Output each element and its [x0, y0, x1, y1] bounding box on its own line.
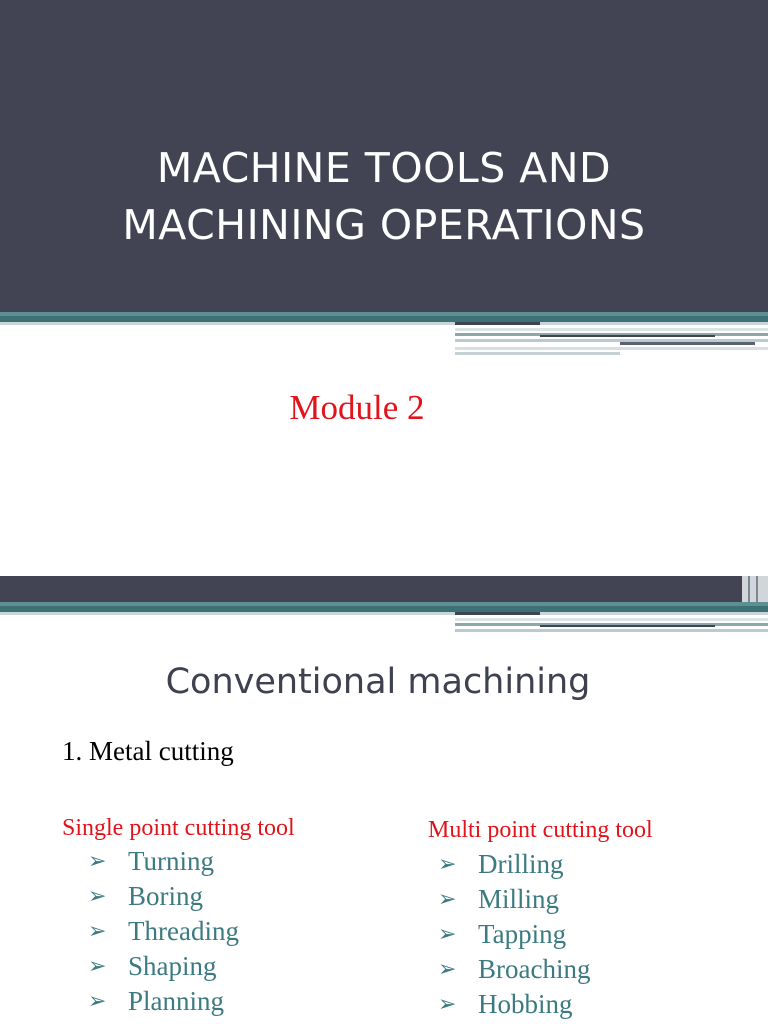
list-item-label: Milling: [478, 884, 560, 914]
slide-heading: Conventional machining: [165, 662, 591, 702]
header-band: [0, 576, 768, 602]
list-item-label: Hobbing: [478, 989, 573, 1019]
arrow-bullet-icon: ➢: [88, 989, 107, 1014]
arrow-bullet-icon: ➢: [88, 884, 107, 909]
arrow-bullet-icon: ➢: [438, 922, 457, 947]
list-item: [88, 879, 239, 914]
list-item: [88, 844, 239, 879]
list-item-label: Threading: [128, 916, 239, 946]
list-item-label: Drilling: [478, 849, 564, 879]
list-item: [88, 949, 239, 984]
single-point-label: Single point cutting tool: [62, 815, 295, 841]
title-line-1: MACHINE TOOLS AND: [156, 144, 612, 192]
module-subtitle: Module 2: [289, 388, 425, 427]
arrow-bullet-icon: ➢: [88, 919, 107, 944]
title-line-2: MACHINING OPERATIONS: [122, 201, 646, 249]
multi-point-list: [438, 847, 590, 1022]
list-item: [438, 847, 590, 882]
list-item: [88, 984, 239, 1019]
list-item-label: Planning: [128, 986, 225, 1016]
list-item: [438, 882, 590, 917]
arrow-bullet-icon: ➢: [438, 992, 457, 1017]
arrow-bullet-icon: ➢: [438, 887, 457, 912]
arrow-bullet-icon: ➢: [88, 849, 107, 874]
section-title: 1. Metal cutting: [62, 736, 234, 766]
arrow-bullet-icon: ➢: [438, 852, 457, 877]
list-item-label: Boring: [128, 881, 204, 911]
list-item-label: Shaping: [128, 951, 217, 981]
content-slide: [0, 576, 768, 1024]
single-point-list: [88, 844, 239, 1019]
list-item-label: Turning: [128, 846, 215, 876]
list-item-label: Broaching: [478, 954, 591, 984]
list-item: [438, 952, 590, 987]
arrow-bullet-icon: ➢: [88, 954, 107, 979]
list-item: [438, 917, 590, 952]
list-item: [438, 987, 590, 1022]
arrow-bullet-icon: ➢: [438, 957, 457, 982]
slide-title: [0, 140, 768, 254]
multi-point-label: Multi point cutting tool: [428, 817, 653, 843]
list-item-label: Tapping: [478, 919, 567, 949]
list-item: [88, 914, 239, 949]
